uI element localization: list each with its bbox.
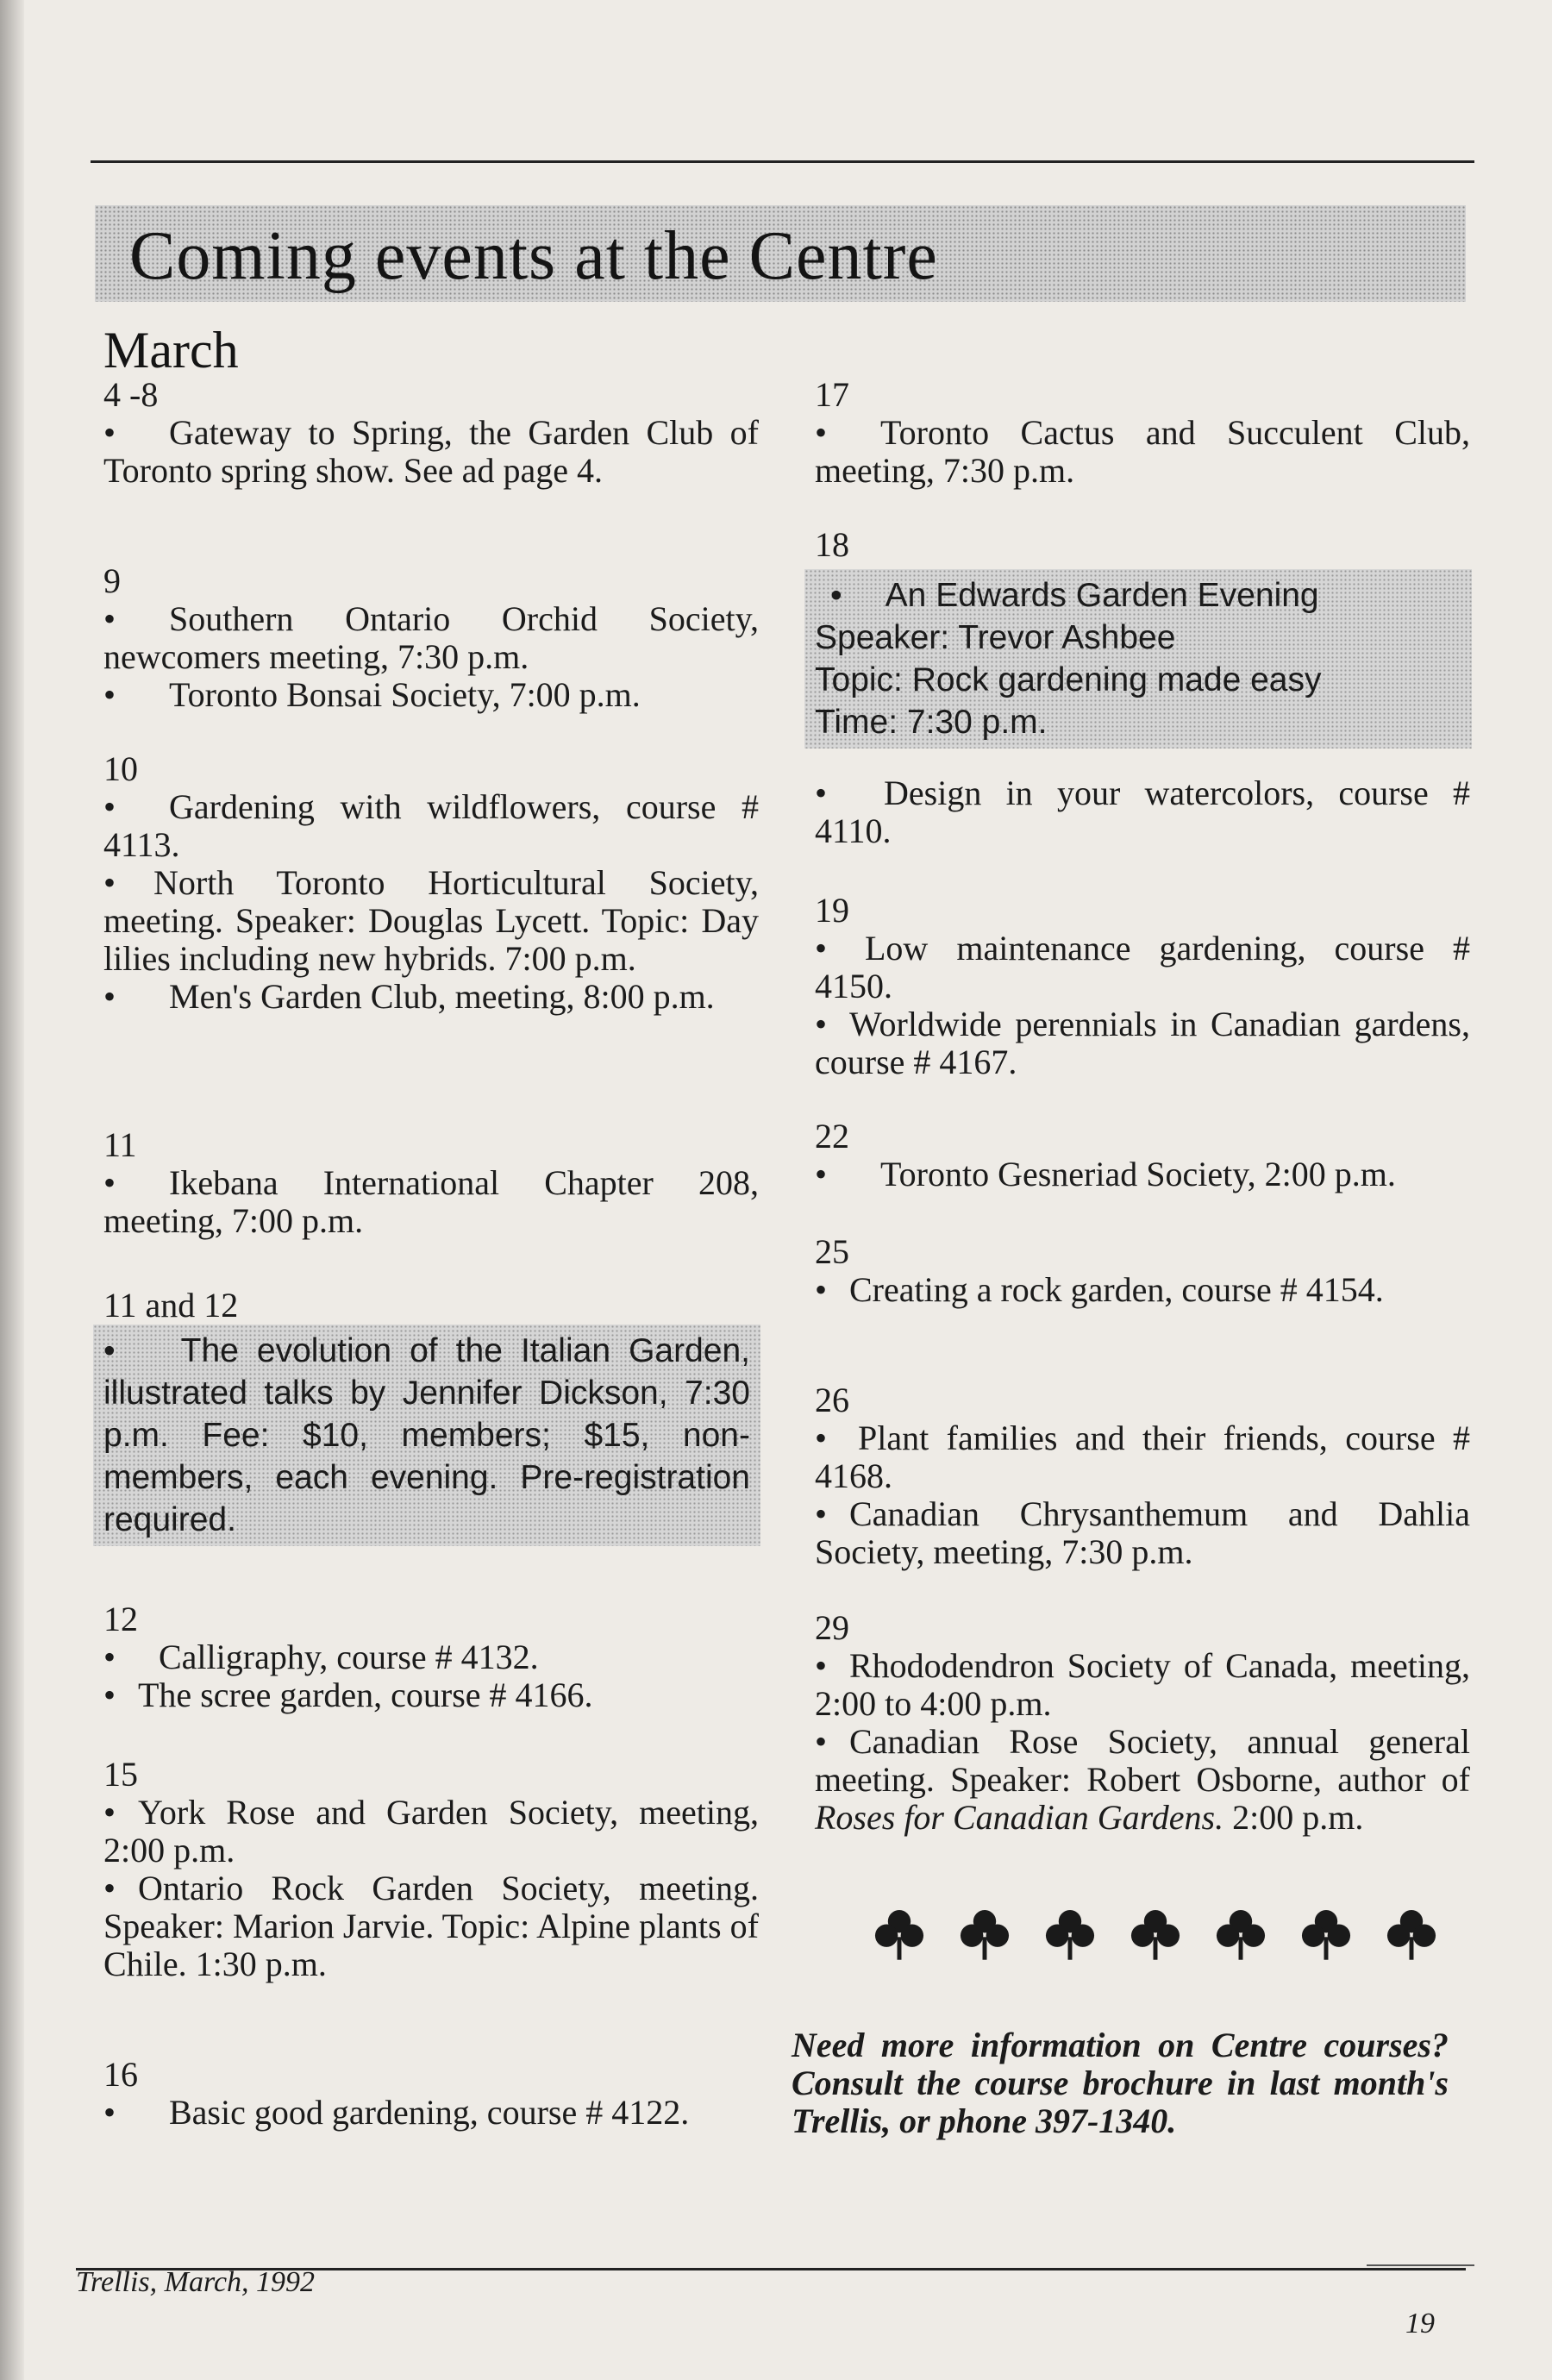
page-title: Coming events at the Centre xyxy=(129,218,938,294)
event-29 xyxy=(815,1609,1470,1837)
event-item: • Canadian Chrysanthemum and Dahlia Society, meeting, 7:30 p.m. xyxy=(815,1494,1470,1571)
event-16 xyxy=(103,2056,759,2132)
event-item: • Gardening with wildflowers, course # 4113. xyxy=(103,787,759,864)
shamrock-icon xyxy=(1042,1906,1098,1963)
event-19 xyxy=(815,892,1470,1081)
event-date: 19 xyxy=(815,891,849,930)
edwards-garden-evening-notice: • An Edwards Garden Evening Speaker: Trevor Ashbee Topic: Rock gardening made easy Time: 7:30 p.m. xyxy=(804,569,1472,748)
event-date: 17 xyxy=(815,375,849,414)
top-rule xyxy=(91,160,1474,163)
event-item: • York Rose and Garden Society, meeting, 2:00 p.m. xyxy=(103,1793,759,1870)
event-date: 26 xyxy=(815,1381,849,1419)
event-date: 25 xyxy=(815,1232,849,1271)
event-item: • Ontario Rock Garden Society, meeting. Speaker: Marion Jarvie. Topic: Alpine plants of Chile. 1:30 p.m. xyxy=(103,1869,759,1983)
shamrock-icon xyxy=(956,1906,1013,1963)
event-item: • Design in your watercolors, course # 4110. xyxy=(815,774,1470,850)
event-17 xyxy=(815,376,1470,490)
footer-publication: Trellis, March, 1992 xyxy=(76,2266,316,2298)
shamrock-divider xyxy=(871,1906,1440,1975)
event-item: • The scree garden, course # 4166. xyxy=(103,1675,593,1714)
shamrock-icon xyxy=(1298,1906,1355,1963)
event-12 xyxy=(103,1600,759,1714)
event-item: • Toronto Cactus and Succulent Club, meeting, 7:30 p.m. xyxy=(815,413,1470,490)
event-date: 10 xyxy=(103,749,138,788)
event-date: 29 xyxy=(815,1608,849,1647)
rose-society-item: • Canadian Rose Society, annual general meeting. Speaker: Robert Osborne, author of Roses for Canadian Gardens. 2:00 p.m. xyxy=(815,1722,1470,1837)
italian-garden-notice: • The evolution of the Italian Garden, illustrated talks by Jennifer Dickson, 7:30 p.m. Fee: $10, members; $15, non-members, each evening. Pre-registration required. xyxy=(93,1325,760,1546)
event-date: 11 and 12 xyxy=(103,1286,239,1325)
event-item: • Calligraphy, course # 4132. xyxy=(103,1638,539,1676)
event-item: • Gateway to Spring, the Garden Club of Toronto spring show. See ad page 4. xyxy=(103,413,759,490)
month-heading: March xyxy=(103,322,239,379)
event-9 xyxy=(103,562,759,714)
page-number: 19 xyxy=(1405,2308,1435,2339)
event-item: • Men's Garden Club, meeting, 8:00 p.m. xyxy=(103,977,715,1016)
event-25 xyxy=(815,1233,1470,1309)
event-18 xyxy=(815,526,1470,850)
shamrock-icon xyxy=(1383,1906,1440,1963)
event-date: 9 xyxy=(103,561,121,600)
event-item: • Worldwide perennials in Canadian gardens, course # 4167. xyxy=(815,1005,1470,1081)
event-4-8 xyxy=(103,376,759,490)
event-22 xyxy=(815,1118,1470,1193)
event-date: 15 xyxy=(103,1755,138,1794)
event-item: • Creating a rock garden, course # 4154. xyxy=(815,1270,1384,1309)
event-11 xyxy=(103,1126,759,1240)
event-item: • North Toronto Horticultural Society, meeting. Speaker: Douglas Lycett. Topic: Day lilies including new hybrids. 7:00 p.m. xyxy=(103,863,759,978)
event-item: • Toronto Bonsai Society, 7:00 p.m. xyxy=(103,675,641,714)
event-date: 11 xyxy=(103,1125,137,1164)
event-item: • Ikebana International Chapter 208, meeting, 7:00 p.m. xyxy=(103,1163,759,1240)
shamrock-icon xyxy=(1212,1906,1269,1963)
event-item: • Rhododendron Society of Canada, meeting, 2:00 to 4:00 p.m. xyxy=(815,1646,1470,1723)
bottom-rule-accent xyxy=(1367,2264,1474,2266)
shamrock-icon xyxy=(1127,1906,1184,1963)
event-15 xyxy=(103,1756,759,1983)
event-date: 16 xyxy=(103,2055,138,2094)
book-title: Roses for Canadian Gardens. xyxy=(815,1798,1224,1837)
course-info-note: Need more information on Centre courses? Consult the course brochure in last month's Trellis, or phone 397-1340. xyxy=(792,2026,1449,2140)
page-edge-shadow xyxy=(0,0,24,2380)
event-10 xyxy=(103,750,759,1016)
shamrock-icon xyxy=(871,1906,928,1963)
event-item: • Basic good gardening, course # 4122. xyxy=(103,2093,690,2132)
event-date: 22 xyxy=(815,1117,849,1156)
event-date: 18 xyxy=(815,525,849,564)
event-item: • Plant families and their friends, course # 4168. xyxy=(815,1419,1470,1495)
event-26 xyxy=(815,1381,1470,1571)
event-item: • Low maintenance gardening, course # 4150. xyxy=(815,929,1470,1005)
event-date: 12 xyxy=(103,1600,138,1638)
event-item: • Toronto Gesneriad Society, 2:00 p.m. xyxy=(815,1155,1396,1193)
event-11-and-12 xyxy=(103,1287,759,1546)
event-item: • Southern Ontario Orchid Society, newcomers meeting, 7:30 p.m. xyxy=(103,599,759,676)
event-date: 4 -8 xyxy=(103,375,159,414)
